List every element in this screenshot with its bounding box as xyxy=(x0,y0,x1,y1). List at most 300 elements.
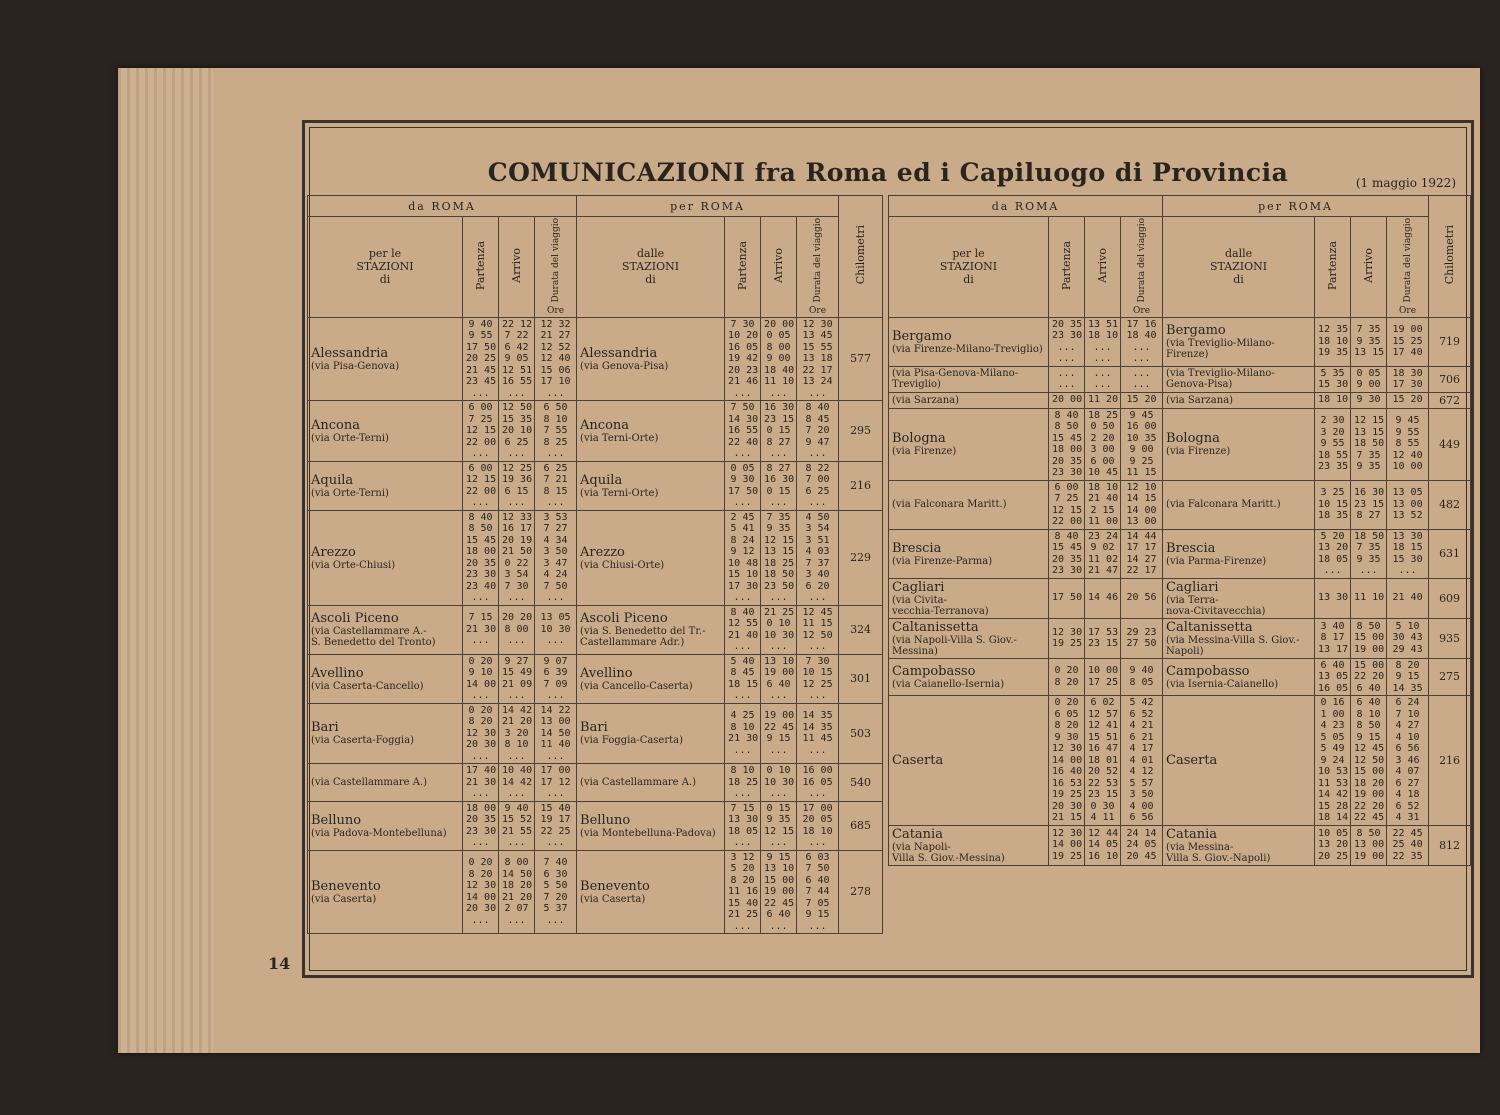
arrival-times: 7 35 9 35 13 15 xyxy=(1351,317,1387,366)
departure-times: 5 40 8 45 18 15 ... xyxy=(725,654,761,703)
distance-km: 685 xyxy=(839,801,883,850)
timetable-row xyxy=(308,801,883,850)
departure-times: 0 16 1 00 4 23 5 05 5 49 9 24 10 53 11 53 14 42 15 28 18 14 xyxy=(1315,696,1351,826)
travel-duration: 21 40 xyxy=(1387,578,1429,618)
header-partenza: Partenza xyxy=(1315,217,1351,318)
distance-km: 278 xyxy=(839,850,883,934)
travel-duration: 9 07 6 39 7 09 ... xyxy=(535,654,577,703)
destination-station xyxy=(308,401,463,462)
destination-station xyxy=(308,510,463,605)
travel-duration: 13 05 10 30 ... xyxy=(535,605,577,654)
arrival-times: 12 50 15 35 20 10 6 25 ... xyxy=(499,401,535,462)
station-name: Caserta xyxy=(1166,752,1218,768)
travel-duration: 12 45 11 15 12 50 ... xyxy=(797,605,839,654)
origin-station xyxy=(1163,578,1315,618)
departure-times: 20 35 23 30 ... ... xyxy=(1049,317,1085,366)
edition-date: (1 maggio 1922) xyxy=(1355,176,1456,190)
station-name: Ancona xyxy=(311,417,360,433)
arrival-times: 16 30 23 15 0 15 8 27 ... xyxy=(761,401,797,462)
departure-times: 8 10 18 25 ... xyxy=(725,764,761,802)
station-name: Catania xyxy=(892,826,943,842)
arrival-times: 14 46 xyxy=(1085,578,1121,618)
origin-station xyxy=(577,605,725,654)
station-route: (via Terni-Orte) xyxy=(580,432,659,444)
arrival-times: 18 50 7 35 9 35 ... xyxy=(1351,529,1387,578)
departure-times: 0 20 8 20 12 30 14 00 20 30 ... xyxy=(463,850,499,934)
arrival-times: 23 24 9 02 11 02 21 47 xyxy=(1085,529,1121,578)
header-durata: Durata del viaggio Ore xyxy=(797,217,839,318)
departure-times: 7 30 10 20 16 05 19 42 20 23 21 46 ... xyxy=(725,317,761,401)
station-name: Bergamo xyxy=(1166,323,1226,338)
departure-times: 5 35 15 30 xyxy=(1315,366,1351,392)
travel-duration: 15 20 xyxy=(1121,392,1163,408)
travel-duration: 22 45 25 40 22 35 xyxy=(1387,825,1429,865)
header-partenza: Partenza xyxy=(1049,217,1085,318)
station-name: Belluno xyxy=(580,812,631,828)
destination-station xyxy=(308,801,463,850)
station-name: Ancona xyxy=(580,417,630,433)
travel-duration: ... ... xyxy=(1121,366,1163,392)
station-name: Arezzo xyxy=(311,544,356,560)
header-per-le-stazioni: per le STAZIONI di xyxy=(889,217,1049,318)
destination-station xyxy=(308,703,463,764)
arrival-times: 10 00 17 25 xyxy=(1085,658,1121,696)
departure-times: 2 45 5 41 8 24 9 12 10 48 15 10 17 30 ... xyxy=(725,510,761,605)
station-name: Caserta xyxy=(892,752,944,768)
origin-station xyxy=(1163,366,1315,392)
arrival-times: 18 25 0 50 2 20 3 00 6 00 10 45 xyxy=(1085,408,1121,480)
station-route: (via Firenze-Milano-Treviglio) xyxy=(892,343,1043,355)
station-name: Caltanissetta xyxy=(892,619,979,635)
origin-station xyxy=(577,801,725,850)
station-name: Cagliari xyxy=(1166,579,1219,595)
page-number: 14 xyxy=(268,954,291,973)
travel-duration: 6 24 7 10 4 27 4 10 6 56 3 46 4 07 6 27 4 18 6 52 4 31 xyxy=(1387,696,1429,826)
origin-station xyxy=(577,764,725,802)
travel-duration: 9 40 8 05 xyxy=(1121,658,1163,696)
station-route: (via Orte-Chiusi) xyxy=(311,559,396,571)
departure-times: 6 00 12 15 22 00 ... xyxy=(463,461,499,510)
arrival-times: 0 15 9 35 12 15 ... xyxy=(761,801,797,850)
station-route: (via Castellammare A.- S. Benedetto del Tronto) xyxy=(311,626,436,648)
travel-duration: 12 32 21 27 12 52 12 40 15 06 17 10 ... xyxy=(535,317,577,401)
station-name: Brescia xyxy=(892,540,942,556)
header-durata: Durata del viaggio Ore xyxy=(1121,217,1163,318)
station-route: (via Falconara Maritt.) xyxy=(892,499,1007,510)
origin-station xyxy=(577,703,725,764)
arrival-times: 20 00 0 05 8 00 9 00 18 40 11 10 ... xyxy=(761,317,797,401)
travel-duration: 14 44 17 17 14 27 22 17 xyxy=(1121,529,1163,578)
departure-times: 12 30 19 25 xyxy=(1049,618,1085,658)
arrival-times: 9 15 13 10 15 00 19 00 22 45 6 40 ... xyxy=(761,850,797,934)
departure-times: 2 30 3 20 9 55 18 55 23 35 xyxy=(1315,408,1351,480)
station-route: (via Caserta) xyxy=(311,893,377,905)
arrival-times: 22 12 7 22 6 42 9 05 12 51 16 55 ... xyxy=(499,317,535,401)
departure-times: 12 30 14 00 19 25 xyxy=(1049,825,1085,865)
origin-station xyxy=(1163,696,1315,826)
header-per-roma: per ROMA xyxy=(577,196,839,217)
timetable-row xyxy=(889,618,1471,658)
station-route: (via Caianello-Isernia) xyxy=(892,678,1005,690)
station-route: (via Caserta-Foggia) xyxy=(311,735,414,747)
station-route: (via Civita- vecchia-Terranova) xyxy=(892,594,989,617)
distance-km: 229 xyxy=(839,510,883,605)
timetable-row xyxy=(889,529,1471,578)
arrival-times: 13 51 18 10 ... ... xyxy=(1085,317,1121,366)
station-route: (via Padova-Montebelluna) xyxy=(311,827,447,839)
arrival-times: 13 10 19 00 6 40 ... xyxy=(761,654,797,703)
distance-km: 295 xyxy=(839,401,883,462)
origin-station xyxy=(577,510,725,605)
station-name: Ascoli Piceno xyxy=(311,611,399,626)
station-route: (via S. Benedetto del Tr.- Castellammare Adr.) xyxy=(580,626,706,648)
station-name: Campobasso xyxy=(1166,663,1250,679)
station-route: (via Firenze) xyxy=(892,446,957,457)
destination-station xyxy=(889,366,1049,392)
station-route: (via Isernia-Caianello) xyxy=(1166,678,1279,690)
station-name: Bari xyxy=(580,720,608,736)
distance-km: 577 xyxy=(839,317,883,401)
station-name: Aquila xyxy=(311,472,354,488)
station-route: (via Chiusi-Orte) xyxy=(580,559,665,571)
travel-duration: 17 00 20 05 18 10 ... xyxy=(797,801,839,850)
arrival-times: 11 20 xyxy=(1085,392,1121,408)
station-route: (via Terra- nova-Civitavecchia) xyxy=(1166,594,1266,617)
arrival-times: 18 10 21 40 2 15 11 00 xyxy=(1085,480,1121,529)
departure-times: 6 00 7 25 12 15 22 00 ... xyxy=(463,401,499,462)
departure-times: 7 15 21 30 ... xyxy=(463,605,499,654)
distance-km: 301 xyxy=(839,654,883,703)
travel-duration: 16 00 16 05 ... xyxy=(797,764,839,802)
station-route: (via Parma-Firenze) xyxy=(1166,555,1267,567)
station-name: Aquila xyxy=(580,472,623,488)
distance-km: 812 xyxy=(1429,825,1471,865)
timetable-row xyxy=(308,605,883,654)
arrival-times: 11 10 xyxy=(1351,578,1387,618)
destination-station xyxy=(308,850,463,934)
destination-station xyxy=(889,578,1049,618)
origin-station xyxy=(577,850,725,934)
departure-times: 0 05 9 30 17 50 ... xyxy=(725,461,761,510)
arrival-times: 12 15 13 15 18 50 7 35 9 35 xyxy=(1351,408,1387,480)
travel-duration: 6 03 7 50 6 40 7 44 7 05 9 15 ... xyxy=(797,850,839,934)
arrival-times: ... ... xyxy=(1085,366,1121,392)
station-name: Campobasso xyxy=(892,663,976,679)
departure-times: 0 20 8 20 12 30 20 30 ... xyxy=(463,703,499,764)
departure-times: 7 15 13 30 18 05 ... xyxy=(725,801,761,850)
station-route: (via Castellammare A.) xyxy=(311,776,428,788)
travel-duration: 8 40 8 45 7 20 9 47 ... xyxy=(797,401,839,462)
station-route: (via Falconara Maritt.) xyxy=(1166,499,1281,510)
origin-station xyxy=(1163,392,1315,408)
station-route: (via Treviglio-Milano-Firenze) xyxy=(1166,338,1275,360)
departure-times: 4 25 8 10 21 30 ... xyxy=(725,703,761,764)
departure-times: 0 20 8 20 xyxy=(1049,658,1085,696)
departure-times: 0 20 9 10 14 00 ... xyxy=(463,654,499,703)
header-arrivo: Arrivo xyxy=(761,217,797,318)
station-name: Avellino xyxy=(580,665,633,681)
origin-station xyxy=(577,654,725,703)
departure-times: 8 40 15 45 20 35 23 30 xyxy=(1049,529,1085,578)
timetable-row xyxy=(889,480,1471,529)
station-route: (via Orte-Terni) xyxy=(311,487,389,499)
travel-duration: 5 42 6 52 4 21 6 21 4 17 4 01 4 12 5 57 3 50 4 00 6 56 xyxy=(1121,696,1163,826)
distance-km: 324 xyxy=(839,605,883,654)
distance-km: 631 xyxy=(1429,529,1471,578)
distance-km: 706 xyxy=(1429,366,1471,392)
arrival-times: 9 27 15 49 21 09 ... xyxy=(499,654,535,703)
destination-station xyxy=(308,461,463,510)
station-name: Belluno xyxy=(311,812,362,828)
departure-times: 13 30 xyxy=(1315,578,1351,618)
arrival-times: 14 42 21 20 3 20 8 10 ... xyxy=(499,703,535,764)
station-route: (via Messina-Villa S. Giov.-Napoli) xyxy=(1166,634,1300,657)
destination-station xyxy=(308,654,463,703)
departure-times: 8 40 8 50 15 45 18 00 20 35 23 30 xyxy=(1049,408,1085,480)
departure-times: 6 00 7 25 12 15 22 00 xyxy=(1049,480,1085,529)
distance-km: 216 xyxy=(839,461,883,510)
travel-duration: 17 16 18 40 ... ... xyxy=(1121,317,1163,366)
station-name: Bologna xyxy=(892,431,946,446)
departure-times: 3 40 8 17 13 17 xyxy=(1315,618,1351,658)
origin-station xyxy=(1163,408,1315,480)
destination-station xyxy=(889,696,1049,826)
departure-times: 8 40 8 50 15 45 18 00 20 35 23 30 23 40 ... xyxy=(463,510,499,605)
travel-duration: 18 30 17 30 xyxy=(1387,366,1429,392)
timetable-row xyxy=(308,401,883,462)
timetable-row xyxy=(889,825,1471,865)
arrival-times: 12 44 14 05 16 10 xyxy=(1085,825,1121,865)
arrival-times: 10 40 14 42 ... xyxy=(499,764,535,802)
destination-station xyxy=(889,618,1049,658)
station-route: (via Firenze) xyxy=(1166,446,1231,457)
origin-station xyxy=(1163,317,1315,366)
travel-duration: 6 50 8 10 7 55 8 25 ... xyxy=(535,401,577,462)
timetable-row xyxy=(889,658,1471,696)
travel-duration: 14 22 13 00 14 50 11 40 ... xyxy=(535,703,577,764)
origin-station xyxy=(577,317,725,401)
timetable-row xyxy=(308,764,883,802)
departure-times: 3 25 10 15 18 35 xyxy=(1315,480,1351,529)
arrival-times: 16 30 23 15 8 27 xyxy=(1351,480,1387,529)
departure-times: 7 50 14 30 16 55 22 40 ... xyxy=(725,401,761,462)
station-route: (via Orte-Terni) xyxy=(311,432,389,444)
station-route: (via Castellammare A.) xyxy=(580,776,697,788)
left-timetable xyxy=(307,195,883,934)
station-name: Caltanissetta xyxy=(1166,619,1253,635)
departure-times: 18 10 xyxy=(1315,392,1351,408)
station-name: Ascoli Piceno xyxy=(580,611,668,626)
departure-times: 0 20 6 05 8 20 9 30 12 30 14 00 16 40 16 53 19 25 20 30 21 15 xyxy=(1049,696,1085,826)
travel-duration: 12 10 14 15 14 00 13 00 xyxy=(1121,480,1163,529)
travel-duration: 7 30 10 15 12 25 ... xyxy=(797,654,839,703)
departure-times: 5 20 13 20 18 05 ... xyxy=(1315,529,1351,578)
destination-station xyxy=(889,658,1049,696)
right-timetable xyxy=(888,195,1471,866)
page-edges xyxy=(118,68,213,1053)
destination-station xyxy=(889,825,1049,865)
travel-duration: 9 45 9 55 8 55 12 40 10 00 xyxy=(1387,408,1429,480)
station-name: Alessandria xyxy=(311,345,389,361)
timetable-row xyxy=(308,317,883,401)
station-route: (via Caserta-Cancello) xyxy=(311,680,424,692)
header-arrivo: Arrivo xyxy=(1085,217,1121,318)
arrival-times: 17 53 23 15 xyxy=(1085,618,1121,658)
station-name: Benevento xyxy=(580,878,650,894)
header-per-le-stazioni: per le STAZIONI di xyxy=(308,217,463,318)
origin-station xyxy=(1163,825,1315,865)
origin-station xyxy=(577,401,725,462)
travel-duration: 8 22 7 00 6 25 ... xyxy=(797,461,839,510)
header-partenza: Partenza xyxy=(725,217,761,318)
station-route: (via Caserta) xyxy=(580,893,646,905)
destination-station xyxy=(308,605,463,654)
arrival-times: 8 50 13 00 19 00 xyxy=(1351,825,1387,865)
header-chilometri: Chilometri xyxy=(1429,196,1471,318)
distance-km: 482 xyxy=(1429,480,1471,529)
travel-duration: 7 40 6 30 5 50 7 20 5 37 ... xyxy=(535,850,577,934)
timetable-row xyxy=(308,654,883,703)
destination-station xyxy=(889,480,1049,529)
travel-duration: 8 20 9 15 14 35 xyxy=(1387,658,1429,696)
header-arrivo: Arrivo xyxy=(499,217,535,318)
distance-km: 275 xyxy=(1429,658,1471,696)
departure-times: 18 00 20 35 23 30 ... xyxy=(463,801,499,850)
timetable-row xyxy=(889,317,1471,366)
departure-times: 8 40 12 55 21 40 ... xyxy=(725,605,761,654)
departure-times: ... ... xyxy=(1049,366,1085,392)
destination-station xyxy=(889,392,1049,408)
station-route: (via Messina- Villa S. Giov.-Napoli) xyxy=(1166,841,1271,864)
timetable-row xyxy=(308,850,883,934)
station-name: Bologna xyxy=(1166,431,1220,446)
timetable-row xyxy=(308,510,883,605)
destination-station xyxy=(889,529,1049,578)
distance-km: 935 xyxy=(1429,618,1471,658)
station-name: Catania xyxy=(1166,826,1217,842)
station-route: (via Pisa-Genova) xyxy=(311,360,400,372)
travel-duration: 5 10 30 43 29 43 xyxy=(1387,618,1429,658)
header-chilometri: Chilometri xyxy=(839,196,883,318)
arrival-times: 6 40 8 10 8 50 9 15 12 45 12 50 15 00 18 20 19 00 22 20 22 45 xyxy=(1351,696,1387,826)
travel-duration: 12 30 13 45 15 55 13 18 22 17 13 24 ... xyxy=(797,317,839,401)
arrival-times: 9 40 15 52 21 55 ... xyxy=(499,801,535,850)
timetable-row xyxy=(889,366,1471,392)
travel-duration: 3 53 7 27 4 34 3 50 3 47 4 24 7 50 ... xyxy=(535,510,577,605)
timetable-row xyxy=(308,461,883,510)
travel-duration: 19 00 15 25 17 40 xyxy=(1387,317,1429,366)
timetable-row xyxy=(889,578,1471,618)
travel-duration: 15 20 xyxy=(1387,392,1429,408)
arrival-times: 8 50 15 00 19 00 xyxy=(1351,618,1387,658)
distance-km: 609 xyxy=(1429,578,1471,618)
departure-times: 3 12 5 20 8 20 11 16 15 40 21 25 ... xyxy=(725,850,761,934)
departure-times: 6 40 13 05 16 05 xyxy=(1315,658,1351,696)
station-route: (via Foggia-Caserta) xyxy=(580,735,684,747)
station-name: Bergamo xyxy=(892,328,952,344)
arrival-times: 0 10 10 30 ... xyxy=(761,764,797,802)
travel-duration: 24 14 24 05 20 45 xyxy=(1121,825,1163,865)
destination-station xyxy=(308,764,463,802)
departure-times: 10 05 13 20 20 25 xyxy=(1315,825,1351,865)
origin-station xyxy=(1163,618,1315,658)
distance-km: 503 xyxy=(839,703,883,764)
travel-duration: 20 56 xyxy=(1121,578,1163,618)
station-name: Arezzo xyxy=(580,544,625,560)
departure-times: 17 50 xyxy=(1049,578,1085,618)
station-name: Alessandria xyxy=(580,345,658,361)
station-name: Cagliari xyxy=(892,579,945,595)
arrival-times: 8 27 16 30 0 15 ... xyxy=(761,461,797,510)
travel-duration: 6 25 7 21 8 15 ... xyxy=(535,461,577,510)
travel-duration: 9 45 16 00 10 35 9 00 9 25 11 15 xyxy=(1121,408,1163,480)
travel-duration: 13 05 13 00 13 52 xyxy=(1387,480,1429,529)
page-title: COMUNICAZIONI fra Roma ed i Capiluogo di Provincia xyxy=(487,158,1289,187)
header-arrivo: Arrivo xyxy=(1351,217,1387,318)
distance-km: 672 xyxy=(1429,392,1471,408)
distance-km: 449 xyxy=(1429,408,1471,480)
distance-km: 540 xyxy=(839,764,883,802)
travel-duration: 13 30 18 15 15 30 ... xyxy=(1387,529,1429,578)
header-da-roma: da ROMA xyxy=(889,196,1163,217)
travel-duration: 15 40 19 17 22 25 ... xyxy=(535,801,577,850)
travel-duration: 14 35 14 35 11 45 ... xyxy=(797,703,839,764)
station-route: (via Sarzana) xyxy=(1166,394,1234,406)
header-da-roma: da ROMA xyxy=(308,196,577,217)
arrival-times: 12 33 16 17 20 19 21 50 0 22 3 54 7 30 ... xyxy=(499,510,535,605)
destination-station xyxy=(889,408,1049,480)
station-route: (via Firenze-Parma) xyxy=(892,555,993,567)
departure-times: 9 40 9 55 17 50 20 25 21 45 23 45 ... xyxy=(463,317,499,401)
arrival-times: 19 00 22 45 9 15 ... xyxy=(761,703,797,764)
station-route: (via Genova-Pisa) xyxy=(580,360,669,372)
arrival-times: 0 05 9 00 xyxy=(1351,366,1387,392)
timetable-row xyxy=(889,408,1471,480)
arrival-times: 20 20 8 00 ... xyxy=(499,605,535,654)
arrival-times: 8 00 14 50 18 20 21 20 2 07 ... xyxy=(499,850,535,934)
header-dalle-stazioni: dalle STAZIONI di xyxy=(577,217,725,318)
station-route: (via Napoli- Villa S. Giov.-Messina) xyxy=(892,841,1005,864)
arrival-times: 12 25 19 36 6 15 ... xyxy=(499,461,535,510)
timetable-row xyxy=(889,392,1471,408)
header-per-roma: per ROMA xyxy=(1163,196,1429,217)
departure-times: 17 40 21 30 ... xyxy=(463,764,499,802)
travel-duration: 4 50 3 54 3 51 4 03 7 37 3 40 6 20 ... xyxy=(797,510,839,605)
departure-times: 20 00 xyxy=(1049,392,1085,408)
origin-station xyxy=(577,461,725,510)
distance-km: 719 xyxy=(1429,317,1471,366)
station-route: (via Napoli-Villa S. Giov.-Messina) xyxy=(892,634,1017,657)
travel-duration: 17 00 17 12 ... xyxy=(535,764,577,802)
station-route: (via Montebelluna-Padova) xyxy=(580,827,716,839)
station-route: (via Cancello-Caserta) xyxy=(580,680,693,692)
station-name: Avellino xyxy=(311,665,364,681)
station-route: (via Treviglio-Milano-Genova-Pisa) xyxy=(1166,368,1275,390)
destination-station xyxy=(889,317,1049,366)
distance-km: 216 xyxy=(1429,696,1471,826)
timetable-row xyxy=(308,703,883,764)
departure-times: 12 35 18 10 19 35 xyxy=(1315,317,1351,366)
header-durata: Durata del viaggio Ore xyxy=(535,217,577,318)
arrival-times: 7 35 9 35 12 15 13 15 18 25 18 50 23 50 ... xyxy=(761,510,797,605)
station-route: (via Pisa-Genova-Milano-Treviglio) xyxy=(892,368,1019,390)
origin-station xyxy=(1163,529,1315,578)
header-dalle-stazioni: dalle STAZIONI di xyxy=(1163,217,1315,318)
arrival-times: 21 25 0 10 10 30 ... xyxy=(761,605,797,654)
station-name: Brescia xyxy=(1166,540,1216,556)
origin-station xyxy=(1163,480,1315,529)
origin-station xyxy=(1163,658,1315,696)
